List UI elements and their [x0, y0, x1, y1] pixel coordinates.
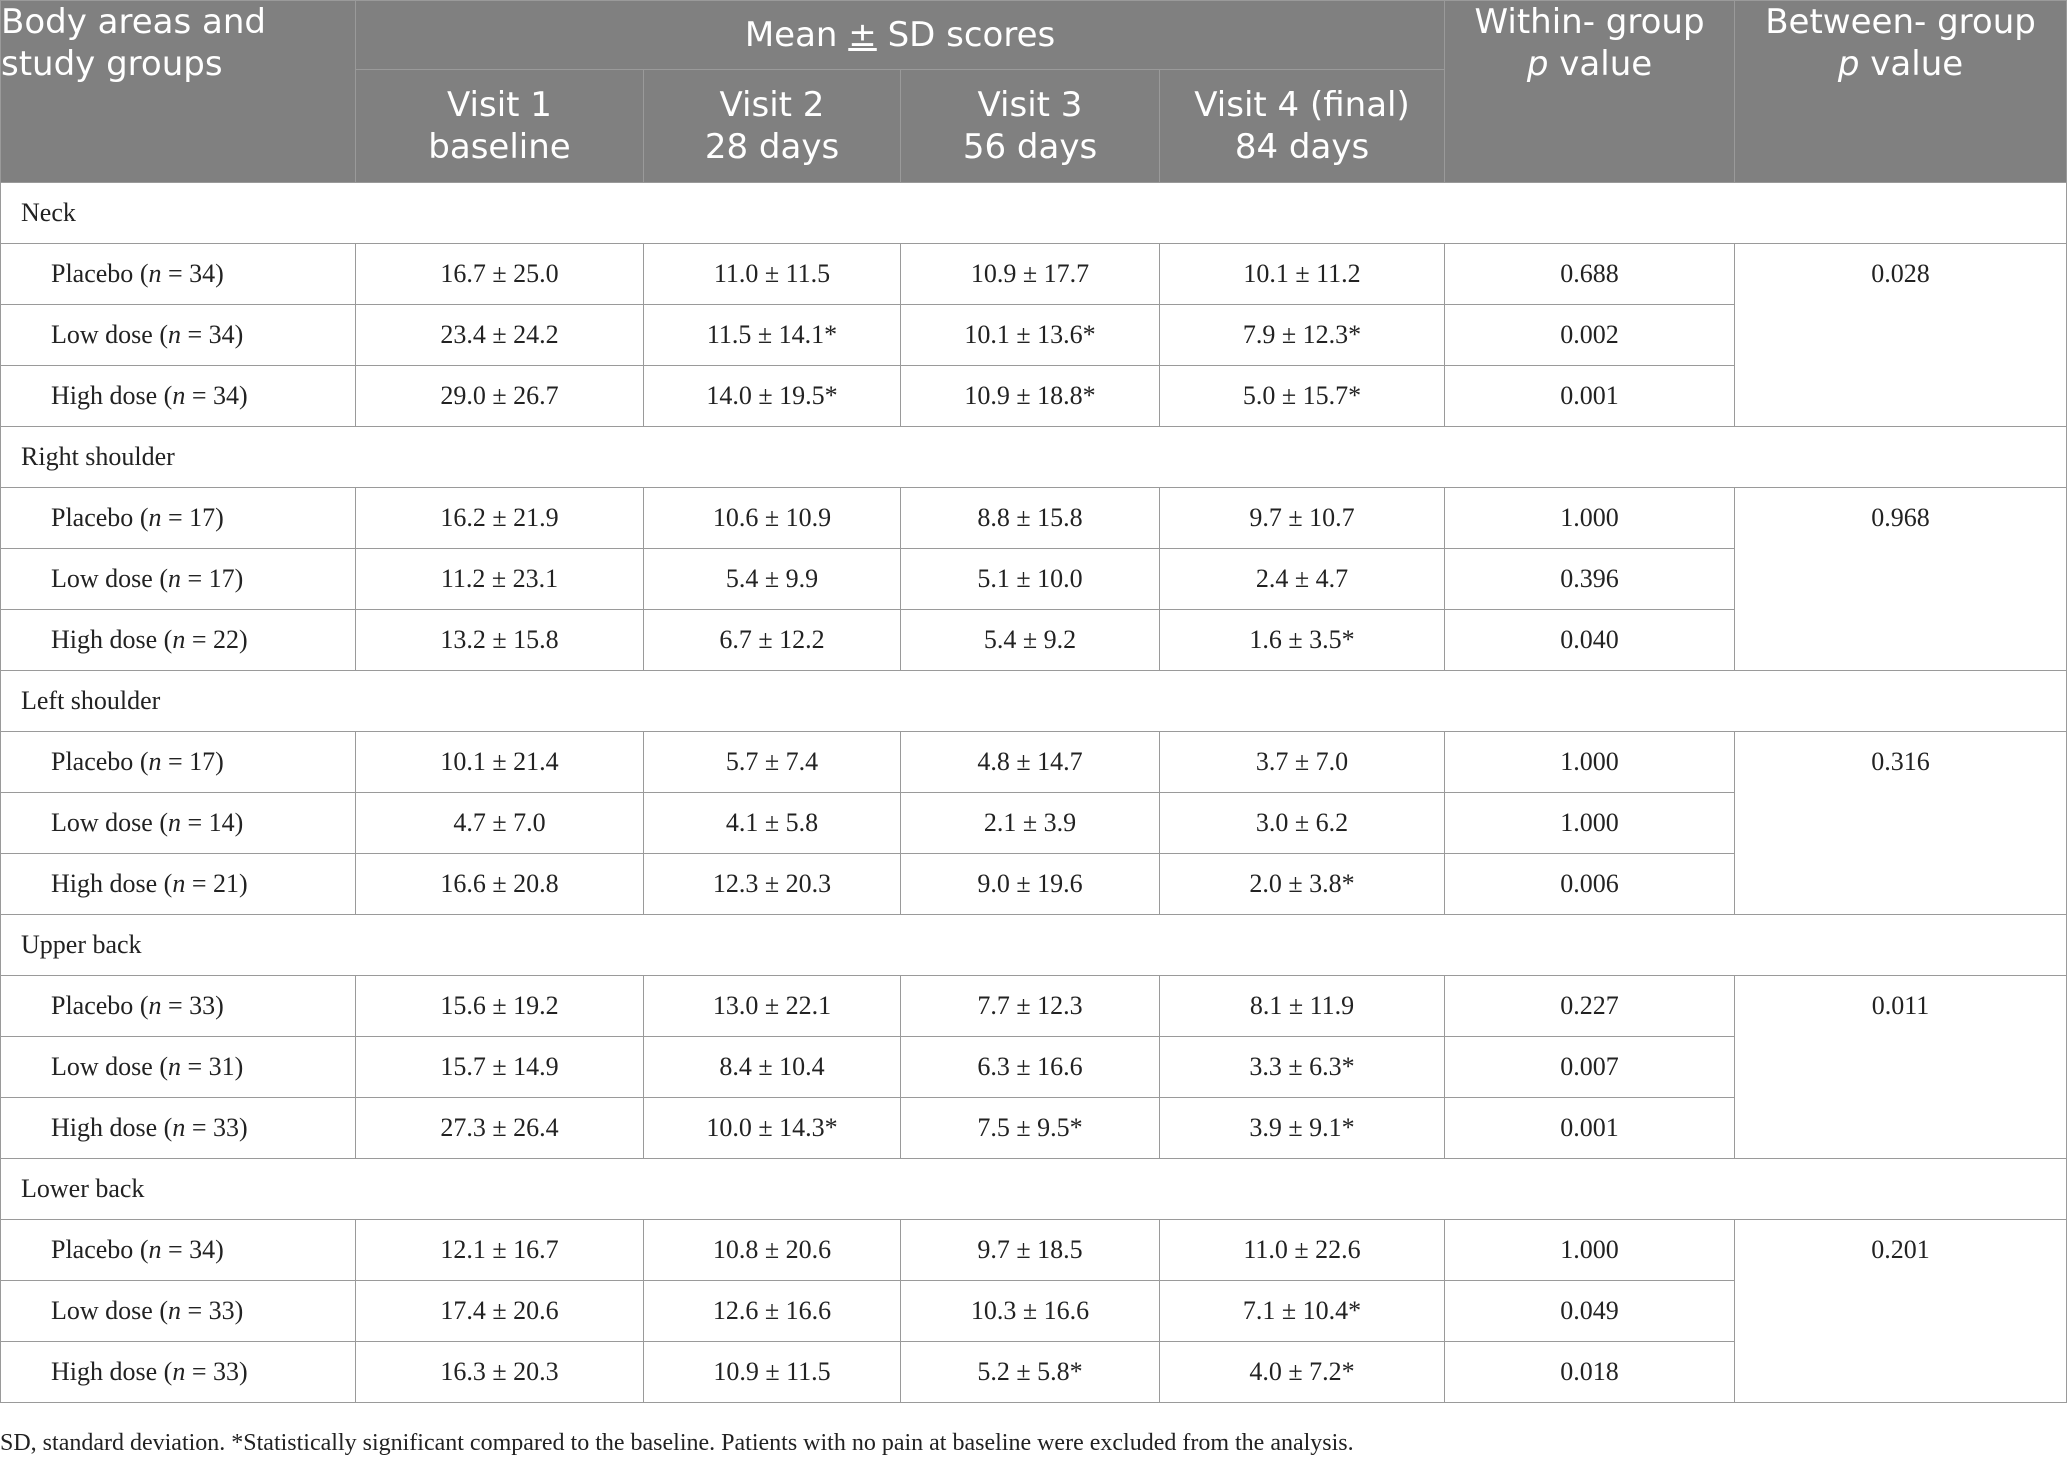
- group-label: High dose: [51, 869, 158, 898]
- visit-2-cell: 10.8 ± 20.6: [644, 1220, 901, 1281]
- visit-3-cell: 9.0 ± 19.6: [901, 854, 1160, 915]
- visit-3-cell: 10.1 ± 13.6*: [901, 305, 1160, 366]
- visit-1-cell: 16.6 ± 20.8: [356, 854, 644, 915]
- visit-1-cell: 16.3 ± 20.3: [356, 1342, 644, 1403]
- section-title: Lower back: [1, 1159, 2067, 1220]
- group-cell: Placebo (n = 17): [1, 732, 356, 793]
- visit-4-cell: 1.6 ± 3.5*: [1160, 610, 1445, 671]
- visit-2-cell: 11.0 ± 11.5: [644, 244, 901, 305]
- within-p-cell: 0.227: [1445, 976, 1735, 1037]
- group-n: 33: [213, 1357, 240, 1386]
- visit-4-cell: 5.0 ± 15.7*: [1160, 366, 1445, 427]
- header-between-p: [1735, 1, 2067, 183]
- section-row: [1, 1159, 2067, 1220]
- header-body-areas: Body areas and study groups: [1, 1, 356, 183]
- section-title: Neck: [1, 183, 2067, 244]
- group-cell: Placebo (n = 33): [1, 976, 356, 1037]
- between-p-cell: 0.316: [1735, 732, 2067, 915]
- visit-3-cell: 8.8 ± 15.8: [901, 488, 1160, 549]
- visit-2-cell: 10.6 ± 10.9: [644, 488, 901, 549]
- visit-3-cell: 4.8 ± 14.7: [901, 732, 1160, 793]
- visit-3-label: Visit 3: [977, 85, 1083, 125]
- within-p-cell: 0.018: [1445, 1342, 1735, 1403]
- within-p-cell: 0.001: [1445, 366, 1735, 427]
- visit-3-cell: 7.5 ± 9.5*: [901, 1098, 1160, 1159]
- group-label: Low dose: [51, 808, 153, 837]
- within-p-cell: 1.000: [1445, 793, 1735, 854]
- group-cell: Placebo (n = 34): [1, 244, 356, 305]
- visit-3-cell: 5.4 ± 9.2: [901, 610, 1160, 671]
- visit-4-cell: 8.1 ± 11.9: [1160, 976, 1445, 1037]
- visit-2-cell: 13.0 ± 22.1: [644, 976, 901, 1037]
- visit-2-cell: 8.4 ± 10.4: [644, 1037, 901, 1098]
- between-prefix: Between- group: [1765, 2, 2036, 42]
- section-title: Upper back: [1, 915, 2067, 976]
- header-visit-3: [901, 70, 1160, 183]
- between-p-cell: 0.011: [1735, 976, 2067, 1159]
- header-within-p: [1445, 1, 1735, 183]
- visit-1-cell: 13.2 ± 15.8: [356, 610, 644, 671]
- table-body: [1, 183, 2067, 1403]
- header-visit-1: [356, 70, 644, 183]
- within-p-cell: 1.000: [1445, 732, 1735, 793]
- group-label: Low dose: [51, 1052, 153, 1081]
- between-p-cell: 0.968: [1735, 488, 2067, 671]
- visit-1-label: Visit 1: [447, 85, 552, 125]
- visit-2-cell: 12.3 ± 20.3: [644, 854, 901, 915]
- group-n: 34: [189, 259, 216, 288]
- visit-2-cell: 11.5 ± 14.1*: [644, 305, 901, 366]
- visit-3-cell: 7.7 ± 12.3: [901, 976, 1160, 1037]
- table-header: [1, 1, 2067, 183]
- visit-3-cell: 9.7 ± 18.5: [901, 1220, 1160, 1281]
- visit-4-cell: 3.0 ± 6.2: [1160, 793, 1445, 854]
- visit-4-cell: 2.4 ± 4.7: [1160, 549, 1445, 610]
- section-row: [1, 427, 2067, 488]
- group-n: 33: [208, 1296, 235, 1325]
- group-n: 33: [213, 1113, 240, 1142]
- table-row: [1, 976, 2067, 1037]
- between-p-cell: 0.028: [1735, 244, 2067, 427]
- group-n: 31: [208, 1052, 235, 1081]
- group-label: High dose: [51, 625, 158, 654]
- group-label: High dose: [51, 1357, 158, 1386]
- visit-1-cell: 15.6 ± 19.2: [356, 976, 644, 1037]
- within-suffix: p value: [1526, 44, 1653, 84]
- section-row: [1, 183, 2067, 244]
- group-label: Low dose: [51, 320, 153, 349]
- visit-1-cell: 27.3 ± 26.4: [356, 1098, 644, 1159]
- visit-1-cell: 16.7 ± 25.0: [356, 244, 644, 305]
- within-p-cell: 0.049: [1445, 1281, 1735, 1342]
- group-label: Placebo: [51, 1235, 134, 1264]
- mean-sd-label: Mean ± SD scores: [744, 15, 1056, 55]
- visit-4-cell: 3.7 ± 7.0: [1160, 732, 1445, 793]
- group-cell: Placebo (n = 34): [1, 1220, 356, 1281]
- visit-2-cell: 10.9 ± 11.5: [644, 1342, 901, 1403]
- within-prefix: Within- group: [1474, 2, 1705, 42]
- group-label: Low dose: [51, 564, 153, 593]
- group-n: 33: [189, 991, 216, 1020]
- visit-4-cell: 7.1 ± 10.4*: [1160, 1281, 1445, 1342]
- between-suffix: p value: [1837, 44, 1964, 84]
- within-p-cell: 0.396: [1445, 549, 1735, 610]
- visit-1-cell: 15.7 ± 14.9: [356, 1037, 644, 1098]
- visit-2-label: Visit 2: [719, 85, 825, 125]
- visit-3-cell: 2.1 ± 3.9: [901, 793, 1160, 854]
- visit-4-cell: 10.1 ± 11.2: [1160, 244, 1445, 305]
- visit-4-cell: 7.9 ± 12.3*: [1160, 305, 1445, 366]
- group-label: Placebo: [51, 503, 134, 532]
- group-n: 17: [208, 564, 235, 593]
- group-n: 34: [213, 381, 240, 410]
- visit-3-sub: 56 days: [962, 127, 1098, 167]
- section-row: [1, 671, 2067, 732]
- group-n: 34: [189, 1235, 216, 1264]
- group-cell: High dose (n = 34): [1, 366, 356, 427]
- within-p-cell: 0.006: [1445, 854, 1735, 915]
- visit-1-cell: 11.2 ± 23.1: [356, 549, 644, 610]
- group-n: 17: [189, 747, 216, 776]
- visit-4-cell: 11.0 ± 22.6: [1160, 1220, 1445, 1281]
- group-cell: Low dose (n = 34): [1, 305, 356, 366]
- header-mean-sd: [356, 1, 1445, 70]
- visit-1-cell: 23.4 ± 24.2: [356, 305, 644, 366]
- visit-1-sub: baseline: [428, 127, 571, 167]
- group-label: Low dose: [51, 1296, 153, 1325]
- within-p-cell: 1.000: [1445, 488, 1735, 549]
- within-p-cell: 0.007: [1445, 1037, 1735, 1098]
- group-label: High dose: [51, 381, 158, 410]
- group-cell: High dose (n = 33): [1, 1342, 356, 1403]
- between-p-cell: 0.201: [1735, 1220, 2067, 1403]
- table-row: [1, 488, 2067, 549]
- group-label: Placebo: [51, 259, 134, 288]
- table-row: [1, 732, 2067, 793]
- group-cell: Low dose (n = 31): [1, 1037, 356, 1098]
- visit-3-cell: 10.3 ± 16.6: [901, 1281, 1160, 1342]
- section-title: Right shoulder: [1, 427, 2067, 488]
- visit-2-sub: 28 days: [704, 127, 840, 167]
- table-footnote: SD, standard deviation. *Statistically significant compared to the baseline. Patients with no pain at baseline were excluded from the analysis.: [0, 1430, 1354, 1456]
- visit-4-cell: 9.7 ± 10.7: [1160, 488, 1445, 549]
- visit-2-cell: 5.7 ± 7.4: [644, 732, 901, 793]
- visit-2-cell: 5.4 ± 9.9: [644, 549, 901, 610]
- visit-4-cell: 4.0 ± 7.2*: [1160, 1342, 1445, 1403]
- visit-3-cell: 6.3 ± 16.6: [901, 1037, 1160, 1098]
- within-p-cell: 1.000: [1445, 1220, 1735, 1281]
- visit-4-cell: 3.9 ± 9.1*: [1160, 1098, 1445, 1159]
- header-visit-4: [1160, 70, 1445, 183]
- within-p-cell: 0.688: [1445, 244, 1735, 305]
- visit-2-cell: 12.6 ± 16.6: [644, 1281, 901, 1342]
- header-visit-2: [644, 70, 901, 183]
- table-row: [1, 1220, 2067, 1281]
- group-cell: High dose (n = 21): [1, 854, 356, 915]
- visit-1-cell: 10.1 ± 21.4: [356, 732, 644, 793]
- group-cell: Low dose (n = 33): [1, 1281, 356, 1342]
- group-label: Placebo: [51, 991, 134, 1020]
- group-cell: High dose (n = 22): [1, 610, 356, 671]
- visit-4-cell: 3.3 ± 6.3*: [1160, 1037, 1445, 1098]
- visit-2-cell: 6.7 ± 12.2: [644, 610, 901, 671]
- group-cell: Low dose (n = 17): [1, 549, 356, 610]
- visit-2-cell: 14.0 ± 19.5*: [644, 366, 901, 427]
- group-n: 22: [213, 625, 240, 654]
- within-p-cell: 0.001: [1445, 1098, 1735, 1159]
- visit-3-cell: 5.2 ± 5.8*: [901, 1342, 1160, 1403]
- group-n: 34: [208, 320, 235, 349]
- visit-1-cell: 17.4 ± 20.6: [356, 1281, 644, 1342]
- visit-2-cell: 10.0 ± 14.3*: [644, 1098, 901, 1159]
- visit-4-label: Visit 4 (final): [1194, 85, 1410, 125]
- group-cell: Low dose (n = 14): [1, 793, 356, 854]
- visit-1-cell: 29.0 ± 26.7: [356, 366, 644, 427]
- within-p-cell: 0.040: [1445, 610, 1735, 671]
- group-cell: High dose (n = 33): [1, 1098, 356, 1159]
- visit-4-cell: 2.0 ± 3.8*: [1160, 854, 1445, 915]
- visit-2-cell: 4.1 ± 5.8: [644, 793, 901, 854]
- within-p-cell: 0.002: [1445, 305, 1735, 366]
- visit-1-cell: 12.1 ± 16.7: [356, 1220, 644, 1281]
- visit-1-cell: 16.2 ± 21.9: [356, 488, 644, 549]
- group-n: 14: [208, 808, 235, 837]
- visit-4-sub: 84 days: [1234, 127, 1370, 167]
- section-title: Left shoulder: [1, 671, 2067, 732]
- visit-3-cell: 10.9 ± 18.8*: [901, 366, 1160, 427]
- visit-3-cell: 5.1 ± 10.0: [901, 549, 1160, 610]
- section-row: [1, 915, 2067, 976]
- visit-1-cell: 4.7 ± 7.0: [356, 793, 644, 854]
- visit-3-cell: 10.9 ± 17.7: [901, 244, 1160, 305]
- group-n: 17: [189, 503, 216, 532]
- table-row: [1, 244, 2067, 305]
- group-label: High dose: [51, 1113, 158, 1142]
- group-n: 21: [213, 869, 240, 898]
- group-label: Placebo: [51, 747, 134, 776]
- group-cell: Placebo (n = 17): [1, 488, 356, 549]
